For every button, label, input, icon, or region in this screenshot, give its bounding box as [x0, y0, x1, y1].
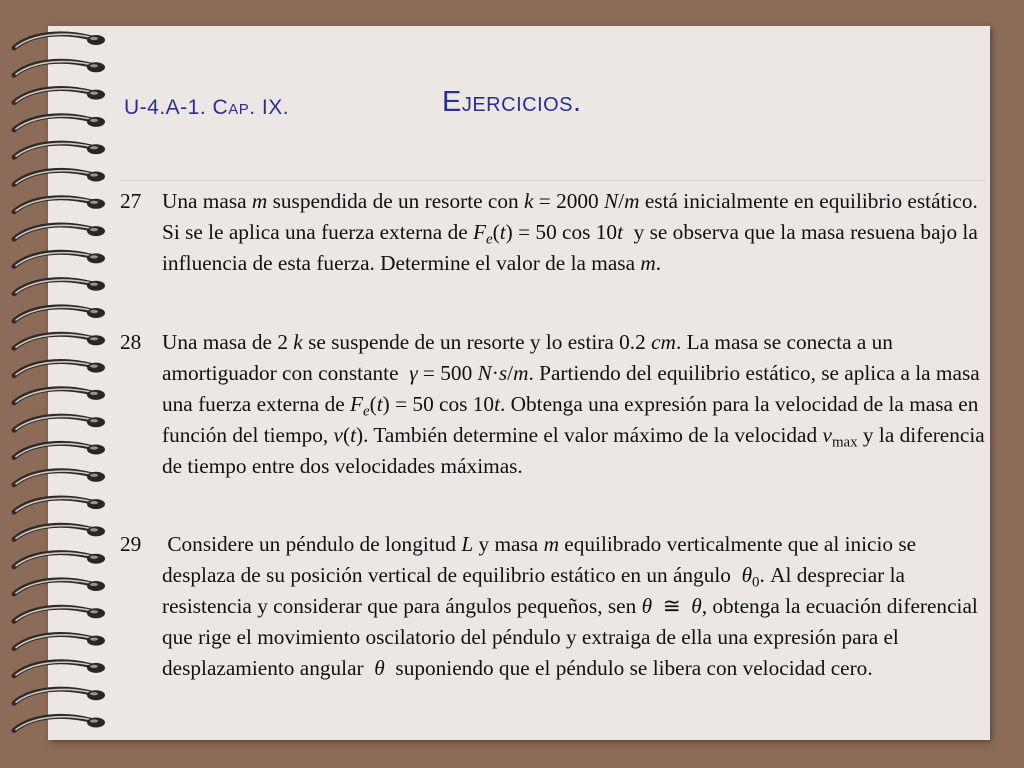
exercise-number: 28	[120, 330, 142, 354]
chapter-code-cap: Cap.	[212, 96, 256, 119]
header-divider	[120, 180, 986, 181]
chapter-code-suffix: IX.	[255, 96, 290, 119]
exercise-text: Una masa de 2 k se suspende de un resorte y lo estira 0.2 cm. La masa se conecta a un amortiguador con constante γ = 500 N·s/m. Partiendo del equilibrio estático, se aplica a la masa una fuerza externa de $F_e(t) = 50$ cos 10t. Obtenga una expresión para la velocidad de la masa en función del tiempo, v(t). También determine el valor máximo de la velocidad $v_{max}$ y la diferencia de tiempo entre dos velocidades máximas.	[162, 330, 985, 478]
exercise-28	[120, 327, 992, 482]
exercise-number: 29	[120, 532, 142, 556]
exercise-number: 27	[120, 189, 142, 213]
page-title: Ejercicios.	[442, 86, 582, 118]
exercise-27	[120, 186, 992, 279]
chapter-code-prefix: U-4.A-1.	[124, 96, 213, 119]
exercise-text: Considere un péndulo de longitud L y masa m equilibrado verticalmente que al inicio se desplaza de su posición vertical de equilibrio estático en un ángulo $\theta_0$. Al despreciar la resistencia y considerar que para ángulos pequeños, sen θ ≅ θ, obtenga la ecuación diferencial que rige el movimiento oscilatorio del péndulo y extraiga de ella una expresión para el desplazamiento angular θ suponiendo que el péndulo se libera con velocidad cero.	[162, 532, 978, 680]
exercise-text: Una masa m suspendida de un resorte con k = 2000 N/m está inicialmente en equilibrio estático. Si se le aplica una fuerza externa de $F_e(t) = 50$ cos 10t y se observa que la masa resuena bajo la influencia de esta fuerza. Determine el valor de la masa m.	[162, 189, 978, 275]
exercise-29	[120, 529, 992, 684]
chapter-code	[124, 96, 289, 120]
